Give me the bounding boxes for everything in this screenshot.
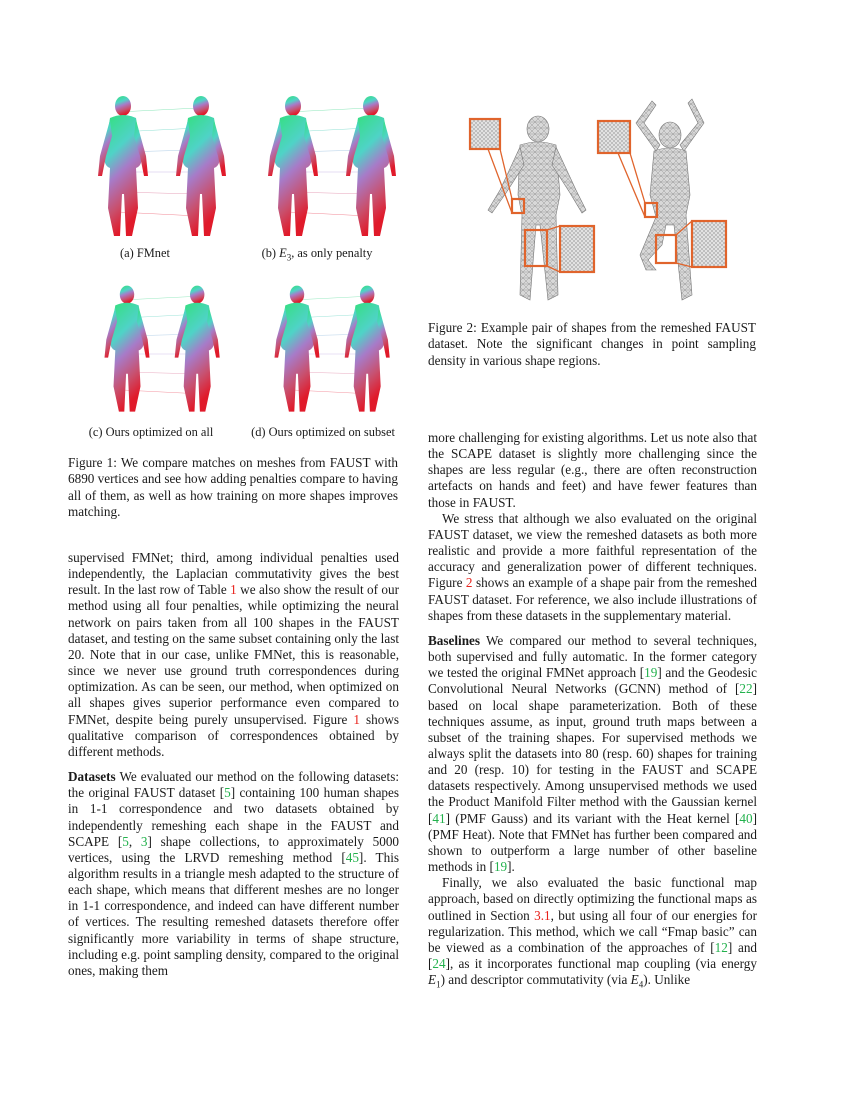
left-paragraph-1: supervised FMNet; third, among individual penalties used independently, the Laplacian commutativity gives the best result. In the last row of Table 1 we also show the result of our method using all four penalties, while optimizing the neural network on pairs taken from all 100 shapes in the FAUST dataset, and testing on the same subset containing only the last 20. Note that in our case, unlike FMNet, this is reasonable, since we never use ground truth correspondences during optimization. As can be seen, our method, when optimized on all shapes gives superior performance even compared to FMNet, despite being purely unsupervised. Figure 1 shows qualitative comparison of correspondences obtained by different methods. — [68, 550, 400, 759]
subcaption-b-subscript: 3 — [286, 252, 292, 263]
table-ref-link[interactable]: 1 — [230, 582, 237, 598]
citation-link[interactable]: 5 — [224, 785, 231, 801]
right-paragraph-2: We stress that although we also evaluated on the original FAUST dataset, we view the remeshed datasets as both more realistic and provide a more faithful representation of the accuracy and generalization power of different techniques. Figure 2 shows an example of a shape pair from the remeshed FAUST dataset. For reference, we also include illustrations of shapes from these datasets in the supplementary material. — [428, 510, 758, 623]
figure1-caption-text: We compare matches on meshes from FAUST with 6890 vertices and see how adding penalties compare to having all of them, as well as how training on more shapes improves matching. — [68, 455, 398, 520]
figure2-caption-text: Example pair of shapes from the remeshed FAUST dataset. Note the significant changes in point sampling density in various shape regions. — [428, 320, 756, 368]
figure1-caption-label: Figure 1: — [68, 455, 117, 470]
left-paragraph-datasets: Datasets We evaluated our method on the following datasets: the original FAUST dataset [5] containing 100 human shapes in 1-1 correspondence and two datasets obtained by independently remeshing each shape in the FAUST and SCAPE [5, 3] shape collections, to approximately 5000 vertices, using the LRVD remeshing method [45]. This algorithm results in a triangle mesh adapted to the structure of each shape, which means that different meshes are no longer in 1-1 correspondence, and indeed can have different number of vertices. The resulting remeshed datasets therefore offer significantly more variability in terms of shape structure, including e.g. point sampling density, compared to the original ones, making them — [68, 769, 400, 978]
subcaption-b-text: , as only penalty — [291, 246, 373, 260]
right-paragraph-1: more challenging for existing algorithms. Let us note also that the SCAPE dataset is slightly more challenging since the shapes are less regular (e.g., there are often reconstruction artefacts on hands and feet) and have fewer features than those in FAUST. — [428, 430, 757, 510]
figure1-panel-d — [248, 282, 418, 417]
figure1-panel-a — [78, 92, 248, 242]
right-column — [428, 430, 757, 993]
subcaption-d: (d) Ours optimized on subset — [251, 425, 395, 439]
figure2-caption — [428, 320, 756, 369]
right-paragraph-baselines: Baselines We compared our method to several techniques, both supervised and fully automatic. In the former category we tested the original FMNet approach [19] and the Geodesic Convolutional Neural Networks (GCNN) method of [22] based on local shape parameterization. Both of these techniques assume, as input, ground truth maps between a subset of the training shapes. For supervised methods we always split the datasets into 80 (resp. 60) shapes for training and 20 (resp. 10) for testing in the FAUST and SCAPE datasets respectively. Among unsupervised methods we used the Product Manifold Filter method with the Gaussian kernel [41] (PMF Gauss) and its variant with the Heat kernel [40] (PMF Heat). Note that FMNet has further been compared and shown to outperform a large number of other baseline methods in [19]. — [428, 632, 757, 875]
figure2-caption-label: Figure 2: — [428, 320, 477, 335]
citation-link[interactable]: 24 — [432, 956, 446, 971]
datasets-heading: Datasets — [68, 769, 116, 785]
citation-link[interactable]: 41 — [432, 810, 446, 826]
citation-link[interactable]: 12 — [714, 939, 728, 955]
citation-link[interactable]: 5 — [122, 833, 129, 849]
subcaption-b-symbol: E — [279, 246, 287, 260]
subcaption-b-label: (b) — [261, 246, 280, 260]
citation-link[interactable]: 22 — [739, 681, 753, 697]
section-ref-link[interactable]: 3.1 — [534, 907, 551, 923]
figure-ref-link[interactable]: 2 — [465, 575, 473, 591]
baselines-heading: Baselines — [428, 632, 481, 648]
citation-link[interactable]: 3 — [140, 833, 148, 849]
citation-link[interactable]: 45 — [345, 849, 359, 865]
figure1-panel-b — [248, 92, 418, 242]
subcaption-b — [242, 246, 392, 262]
figure2-image — [460, 95, 760, 305]
citation-link[interactable]: 19 — [644, 665, 658, 681]
figure1-panel-c — [78, 282, 248, 417]
citation-link[interactable]: 19 — [493, 859, 508, 875]
subcaption-a: (a) FMnet — [120, 246, 170, 260]
subcaption-c: (c) Ours optimized on all — [88, 425, 214, 439]
figure1-caption — [68, 455, 398, 521]
left-column — [68, 550, 399, 979]
figure-ref-link[interactable]: 1 — [353, 711, 360, 727]
citation-link[interactable]: 40 — [739, 810, 753, 826]
right-paragraph-4: Finally, we also evaluated the basic functional map approach, based on directly optimizing the functional maps as outlined in Section 3.1, but using all four of our energies for regularization. This method, which we call “Fmap basic” can be viewed as a combination of the approaches of [12] and [24], as it incorporates functional map coupling (via energy $E_1$) and descriptor commutativity (via $E_4$). Unlike — [428, 875, 758, 990]
